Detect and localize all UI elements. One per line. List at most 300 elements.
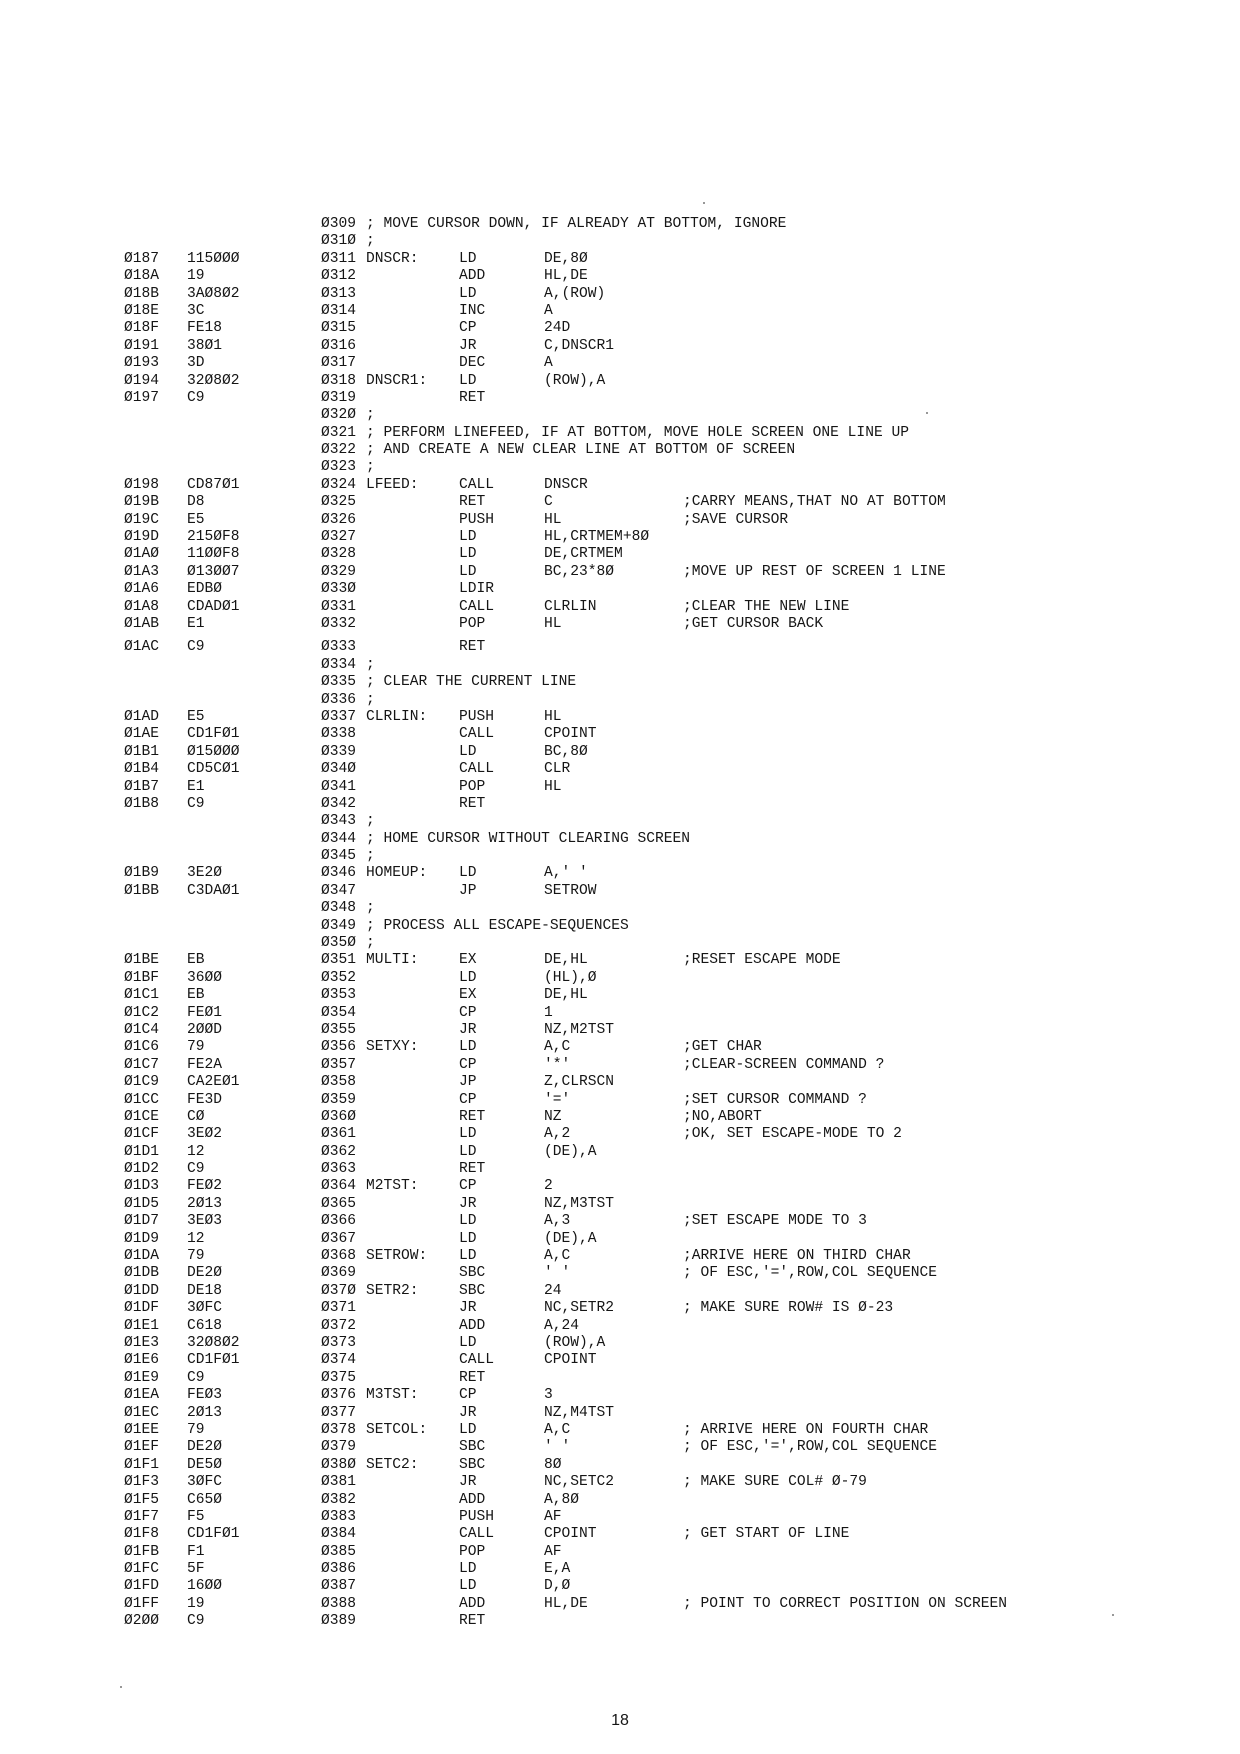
listing-line [0, 831, 1240, 848]
address-cell: Ø1B8 [124, 795, 160, 812]
opcode-cell: LD [459, 563, 477, 580]
line-number-cell: Ø371 [321, 1300, 357, 1317]
address-cell: Ø1DD [124, 1282, 160, 1299]
operand-cell: BC,8Ø [544, 743, 588, 760]
object-code-cell: FE18 [187, 320, 223, 337]
comment-cell: ;CLEAR THE NEW LINE [683, 598, 850, 615]
object-code-cell: CD1FØ1 [187, 726, 240, 743]
listing-line [0, 987, 1240, 1004]
line-number-cell: Ø342 [321, 795, 357, 812]
label-cell: M3TST: [366, 1387, 419, 1404]
address-cell: Ø1BE [124, 952, 160, 969]
line-number-cell: Ø389 [321, 1613, 357, 1630]
address-cell: Ø1E9 [124, 1369, 160, 1386]
operand-cell: NZ,M3TST [544, 1195, 615, 1212]
opcode-cell: ADD [459, 1491, 486, 1508]
listing-line [0, 865, 1240, 882]
line-number-cell: Ø359 [321, 1091, 357, 1108]
object-code-cell: F1 [187, 1543, 205, 1560]
label-cell: M2TST: [366, 1178, 419, 1195]
line-number-cell: Ø354 [321, 1004, 357, 1021]
operand-cell: NZ,M2TST [544, 1021, 615, 1038]
address-cell: Ø1B1 [124, 743, 160, 760]
listing-line [0, 581, 1240, 598]
line-number-cell: Ø341 [321, 778, 357, 795]
operand-cell: HL,DE [544, 1595, 588, 1612]
listing-line [0, 459, 1240, 476]
object-code-cell: 3EØ3 [187, 1213, 223, 1230]
address-cell: Ø1AC [124, 639, 160, 656]
object-code-cell: 79 [187, 1039, 205, 1056]
object-code-cell: C9 [187, 795, 205, 812]
label-cell: ; [366, 691, 375, 708]
address-cell: Ø1F5 [124, 1491, 160, 1508]
operand-cell: (HL),Ø [544, 969, 597, 986]
line-number-cell: Ø379 [321, 1439, 357, 1456]
object-code-cell: 3C [187, 302, 205, 319]
address-cell: Ø1D9 [124, 1230, 160, 1247]
line-number-cell: Ø349 [321, 917, 357, 934]
address-cell: Ø1C1 [124, 987, 160, 1004]
label-cell: DNSCR: [366, 250, 419, 267]
object-code-cell: FE2A [187, 1056, 223, 1073]
opcode-cell: RET [459, 494, 486, 511]
address-cell: Ø1D2 [124, 1161, 160, 1178]
address-cell: Ø1C4 [124, 1021, 160, 1038]
opcode-cell: CALL [459, 1526, 495, 1543]
opcode-cell: LD [459, 1213, 477, 1230]
line-number-cell: Ø314 [321, 302, 357, 319]
address-cell: Ø1A8 [124, 598, 160, 615]
opcode-cell: LD [459, 1039, 477, 1056]
line-number-cell: Ø312 [321, 268, 357, 285]
address-cell: Ø18F [124, 320, 160, 337]
address-cell: Ø1C9 [124, 1074, 160, 1091]
opcode-cell: SBC [459, 1282, 486, 1299]
comment-cell: ; OF ESC,'=',ROW,COL SEQUENCE [683, 1439, 937, 1456]
label-cell: ; HOME CURSOR WITHOUT CLEARING SCREEN [366, 830, 691, 847]
line-number-cell: Ø334 [321, 656, 357, 673]
object-code-cell: 5F [187, 1561, 205, 1578]
listing-line [0, 1613, 1240, 1630]
opcode-cell: LD [459, 743, 477, 760]
address-cell: Ø2ØØ [124, 1613, 160, 1630]
object-code-cell: FEØ3 [187, 1387, 223, 1404]
label-cell: ; [366, 935, 375, 952]
operand-cell: E,A [544, 1561, 571, 1578]
object-code-cell: EDBØ [187, 581, 223, 598]
comment-cell: ;OK, SET ESCAPE-MODE TO 2 [683, 1126, 902, 1143]
operand-cell: DE,CRTMEM [544, 546, 623, 563]
listing-line [0, 564, 1240, 581]
line-number-cell: Ø36Ø [321, 1108, 357, 1125]
object-code-cell: 12 [187, 1230, 205, 1247]
listing-line [0, 692, 1240, 709]
operand-cell: (ROW),A [544, 1335, 606, 1351]
operand-cell: 3 [544, 1387, 553, 1404]
comment-cell: ; ARRIVE HERE ON FOURTH CHAR [683, 1421, 929, 1438]
listing-line [0, 616, 1240, 633]
listing-line [0, 390, 1240, 407]
comment-cell: ;NO,ABORT [683, 1108, 762, 1125]
object-code-cell: 115ØØØ [187, 250, 240, 267]
line-number-cell: Ø333 [321, 639, 357, 656]
operand-cell: DE,HL [544, 952, 588, 969]
object-code-cell: C9 [187, 1161, 205, 1178]
address-cell: Ø1C7 [124, 1056, 160, 1073]
listing-line [0, 709, 1240, 726]
opcode-cell: JR [459, 337, 477, 354]
line-number-cell: Ø374 [321, 1352, 357, 1369]
address-cell: Ø1AB [124, 615, 160, 632]
listing-line [0, 779, 1240, 796]
opcode-cell: INC [459, 302, 486, 319]
line-number-cell: Ø37Ø [321, 1282, 357, 1299]
opcode-cell: LD [459, 1230, 477, 1247]
label-cell: ; AND CREATE A NEW CLEAR LINE AT BOTTOM OF SCREEN [366, 442, 796, 459]
operand-cell: A,C [544, 1248, 571, 1265]
opcode-cell: LD [459, 1561, 477, 1578]
object-code-cell: 3E2Ø [187, 865, 223, 882]
opcode-cell: SBC [459, 1265, 486, 1282]
object-code-cell: 12 [187, 1143, 205, 1160]
operand-cell: 24 [544, 1282, 562, 1299]
listing-line [0, 813, 1240, 830]
opcode-cell: JR [459, 1195, 477, 1212]
label-cell: SETR2: [366, 1282, 419, 1299]
listing-line [0, 1092, 1240, 1109]
listing-line [0, 1196, 1240, 1213]
object-code-cell: 36ØØ [187, 969, 223, 986]
opcode-cell: RET [459, 389, 486, 406]
address-cell: Ø1AD [124, 708, 160, 725]
operand-cell: HL [544, 615, 562, 632]
object-code-cell: 2Ø13 [187, 1404, 223, 1421]
address-cell: Ø187 [124, 250, 160, 267]
object-code-cell: DE5Ø [187, 1456, 223, 1473]
comment-cell: ;GET CHAR [683, 1039, 762, 1056]
object-code-cell: E5 [187, 511, 205, 528]
line-number-cell: Ø322 [321, 442, 357, 459]
opcode-cell: CP [459, 1004, 477, 1021]
assembly-listing [0, 216, 1240, 1631]
address-cell: Ø18E [124, 302, 160, 319]
opcode-cell: SBC [459, 1456, 486, 1473]
label-cell: ; [366, 848, 375, 865]
line-number-cell: Ø336 [321, 691, 357, 708]
operand-cell: (DE),A [544, 1143, 597, 1160]
opcode-cell: LD [459, 1248, 477, 1265]
object-code-cell: DE2Ø [187, 1265, 223, 1282]
object-code-cell: EB [187, 952, 205, 969]
address-cell: Ø1D3 [124, 1178, 160, 1195]
listing-line [0, 1248, 1240, 1265]
opcode-cell: LD [459, 1578, 477, 1595]
opcode-cell: CALL [459, 1352, 495, 1369]
operand-cell: CLR [544, 761, 571, 778]
listing-line [0, 796, 1240, 813]
operand-cell: A [544, 302, 553, 319]
line-number-cell: Ø317 [321, 355, 357, 372]
line-number-cell: Ø338 [321, 726, 357, 743]
object-code-cell: FEØ1 [187, 1004, 223, 1021]
operand-cell: CLRLIN [544, 598, 597, 615]
opcode-cell: CP [459, 1178, 477, 1195]
listing-line [0, 1335, 1240, 1352]
object-code-cell: C3DAØ1 [187, 882, 240, 899]
operand-cell: CPOINT [544, 726, 597, 743]
label-cell: SETCOL: [366, 1421, 428, 1438]
operand-cell: HL [544, 511, 562, 528]
object-code-cell: C9 [187, 1613, 205, 1630]
object-code-cell: F5 [187, 1508, 205, 1525]
object-code-cell: EB [187, 987, 205, 1004]
listing-line [0, 1109, 1240, 1126]
address-cell: Ø1EA [124, 1387, 160, 1404]
address-cell: Ø193 [124, 355, 160, 372]
address-cell: Ø1DF [124, 1300, 160, 1317]
opcode-cell: JP [459, 1074, 477, 1091]
object-code-cell: CD1FØ1 [187, 1352, 240, 1369]
object-code-cell: CØ [187, 1108, 205, 1125]
listing-line [0, 1300, 1240, 1317]
object-code-cell: 32Ø8Ø2 [187, 372, 240, 389]
address-cell: Ø1CC [124, 1091, 160, 1108]
listing-line [0, 848, 1240, 865]
label-cell: SETROW: [366, 1248, 428, 1265]
line-number-cell: Ø376 [321, 1387, 357, 1404]
object-code-cell: 19 [187, 268, 205, 285]
listing-line [0, 1578, 1240, 1595]
comment-cell: ;SAVE CURSOR [683, 511, 789, 528]
listing-line [0, 1231, 1240, 1248]
line-number-cell: Ø337 [321, 708, 357, 725]
address-cell: Ø1EC [124, 1404, 160, 1421]
label-cell: ; MOVE CURSOR DOWN, IF ALREADY AT BOTTOM, IGNORE [366, 216, 787, 232]
address-cell: Ø1AØ [124, 546, 160, 563]
opcode-cell: LD [459, 865, 477, 882]
listing-line [0, 1405, 1240, 1422]
opcode-cell: CP [459, 1091, 477, 1108]
scan-speck [1112, 1614, 1114, 1616]
listing-line [0, 512, 1240, 529]
address-cell: Ø1B9 [124, 865, 160, 882]
opcode-cell: RET [459, 795, 486, 812]
object-code-cell: E1 [187, 778, 205, 795]
line-number-cell: Ø316 [321, 337, 357, 354]
line-number-cell: Ø357 [321, 1056, 357, 1073]
listing-line [0, 883, 1240, 900]
object-code-cell: CD87Ø1 [187, 476, 240, 493]
opcode-cell: CP [459, 320, 477, 337]
label-cell: LFEED: [366, 476, 419, 493]
address-cell: Ø1FF [124, 1595, 160, 1612]
operand-cell: C,DNSCR1 [544, 337, 615, 354]
comment-cell: ;GET CURSOR BACK [683, 615, 824, 632]
line-number-cell: Ø331 [321, 598, 357, 615]
line-number-cell: Ø361 [321, 1126, 357, 1143]
comment-cell: ;RESET ESCAPE MODE [683, 952, 841, 969]
operand-cell: C [544, 494, 553, 511]
line-number-cell: Ø31Ø [321, 233, 357, 250]
line-number-cell: Ø363 [321, 1161, 357, 1178]
line-number-cell: Ø344 [321, 830, 357, 847]
operand-cell: HL [544, 708, 562, 725]
opcode-cell: RET [459, 1613, 486, 1630]
line-number-cell: Ø321 [321, 424, 357, 441]
address-cell: Ø1BB [124, 882, 160, 899]
opcode-cell: CP [459, 1056, 477, 1073]
operand-cell: Z,CLRSCN [544, 1074, 615, 1091]
address-cell: Ø1D5 [124, 1195, 160, 1212]
listing-line [0, 1318, 1240, 1335]
listing-line [0, 1039, 1240, 1056]
line-number-cell: Ø387 [321, 1578, 357, 1595]
operand-cell: A [544, 355, 553, 372]
address-cell: Ø1BF [124, 969, 160, 986]
opcode-cell: PUSH [459, 708, 495, 725]
address-cell: Ø1AE [124, 726, 160, 743]
object-code-cell: C618 [187, 1317, 223, 1334]
opcode-cell: RET [459, 1108, 486, 1125]
listing-line [0, 477, 1240, 494]
line-number-cell: Ø372 [321, 1317, 357, 1334]
scan-speck [703, 202, 705, 204]
listing-line [0, 1022, 1240, 1039]
address-cell: Ø1D1 [124, 1143, 160, 1160]
listing-line [0, 1544, 1240, 1561]
address-cell: Ø1D7 [124, 1213, 160, 1230]
listing-line [0, 674, 1240, 691]
line-number-cell: Ø335 [321, 674, 357, 691]
comment-cell: ;ARRIVE HERE ON THIRD CHAR [683, 1248, 911, 1265]
address-cell: Ø1FB [124, 1543, 160, 1560]
line-number-cell: Ø348 [321, 900, 357, 917]
listing-line [0, 761, 1240, 778]
line-number-cell: Ø356 [321, 1039, 357, 1056]
object-code-cell: 11ØØF8 [187, 546, 240, 563]
operand-cell: A,24 [544, 1317, 580, 1334]
address-cell: Ø191 [124, 337, 160, 354]
scan-speck [120, 1686, 122, 1688]
operand-cell: 2 [544, 1178, 553, 1195]
line-number-cell: Ø352 [321, 969, 357, 986]
address-cell: Ø19D [124, 529, 160, 546]
line-number-cell: Ø358 [321, 1074, 357, 1091]
listing-line [0, 338, 1240, 355]
operand-cell: NZ [544, 1108, 562, 1125]
listing-line [0, 1057, 1240, 1074]
listing-line [0, 1561, 1240, 1578]
opcode-cell: LD [459, 1143, 477, 1160]
comment-cell: ;SET ESCAPE MODE TO 3 [683, 1213, 867, 1230]
line-number-cell: Ø385 [321, 1543, 357, 1560]
operand-cell: HL,DE [544, 268, 588, 285]
listing-line [0, 286, 1240, 303]
object-code-cell: 79 [187, 1421, 205, 1438]
label-cell: MULTI: [366, 952, 419, 969]
listing-line [0, 726, 1240, 743]
address-cell: Ø1CF [124, 1126, 160, 1143]
line-number-cell: Ø373 [321, 1335, 357, 1351]
opcode-cell: ADD [459, 1595, 486, 1612]
object-code-cell: 3ØFC [187, 1474, 223, 1491]
address-cell: Ø1F1 [124, 1456, 160, 1473]
line-number-cell: Ø345 [321, 848, 357, 865]
listing-line [0, 1144, 1240, 1161]
address-cell: Ø1F3 [124, 1474, 160, 1491]
address-cell: Ø1E6 [124, 1352, 160, 1369]
line-number-cell: Ø364 [321, 1178, 357, 1195]
line-number-cell: Ø328 [321, 546, 357, 563]
comment-cell: ;MOVE UP REST OF SCREEN 1 LINE [683, 563, 946, 580]
object-code-cell: CD1FØ1 [187, 1526, 240, 1543]
line-number-cell: Ø375 [321, 1369, 357, 1386]
listing-line [0, 900, 1240, 917]
operand-cell: 1 [544, 1004, 553, 1021]
address-cell: Ø1A6 [124, 581, 160, 598]
operand-cell: A,C [544, 1421, 571, 1438]
line-number-cell: Ø325 [321, 494, 357, 511]
object-code-cell: E1 [187, 615, 205, 632]
comment-cell: ;CARRY MEANS,THAT NO AT BOTTOM [683, 494, 946, 511]
line-number-cell: Ø378 [321, 1421, 357, 1438]
listing-line [0, 425, 1240, 442]
operand-cell: 8Ø [544, 1456, 562, 1473]
opcode-cell: JR [459, 1474, 477, 1491]
operand-cell: DE,8Ø [544, 250, 588, 267]
address-cell: Ø19C [124, 511, 160, 528]
object-code-cell: C9 [187, 1369, 205, 1386]
line-number-cell: Ø366 [321, 1213, 357, 1230]
listing-line [0, 639, 1240, 656]
opcode-cell: LD [459, 250, 477, 267]
line-number-cell: Ø309 [321, 216, 357, 232]
line-number-cell: Ø313 [321, 285, 357, 302]
line-number-cell: Ø365 [321, 1195, 357, 1212]
operand-cell: '=' [544, 1091, 571, 1108]
line-number-cell: Ø35Ø [321, 935, 357, 952]
address-cell: Ø1F7 [124, 1508, 160, 1525]
line-number-cell: Ø318 [321, 372, 357, 389]
object-code-cell: 215ØF8 [187, 529, 240, 546]
address-cell: Ø194 [124, 372, 160, 389]
opcode-cell: JR [459, 1300, 477, 1317]
listing-line [0, 1474, 1240, 1491]
line-number-cell: Ø383 [321, 1508, 357, 1525]
listing-line [0, 1422, 1240, 1439]
listing-line [0, 233, 1240, 250]
operand-cell: ' ' [544, 1265, 571, 1282]
operand-cell: A,2 [544, 1126, 571, 1143]
opcode-cell: LD [459, 1335, 477, 1351]
address-cell: Ø1CE [124, 1108, 160, 1125]
listing-line [0, 657, 1240, 674]
opcode-cell: RET [459, 639, 486, 656]
line-number-cell: Ø329 [321, 563, 357, 580]
address-cell: Ø18A [124, 268, 160, 285]
listing-line [0, 303, 1240, 320]
address-cell: Ø1A3 [124, 563, 160, 580]
label-cell: ; [366, 656, 375, 673]
comment-cell: ;CLEAR-SCREEN COMMAND ? [683, 1056, 885, 1073]
line-number-cell: Ø353 [321, 987, 357, 1004]
line-number-cell: Ø367 [321, 1230, 357, 1247]
line-number-cell: Ø386 [321, 1561, 357, 1578]
listing-line [0, 494, 1240, 511]
address-cell: Ø1EE [124, 1421, 160, 1438]
listing-line [0, 1126, 1240, 1143]
